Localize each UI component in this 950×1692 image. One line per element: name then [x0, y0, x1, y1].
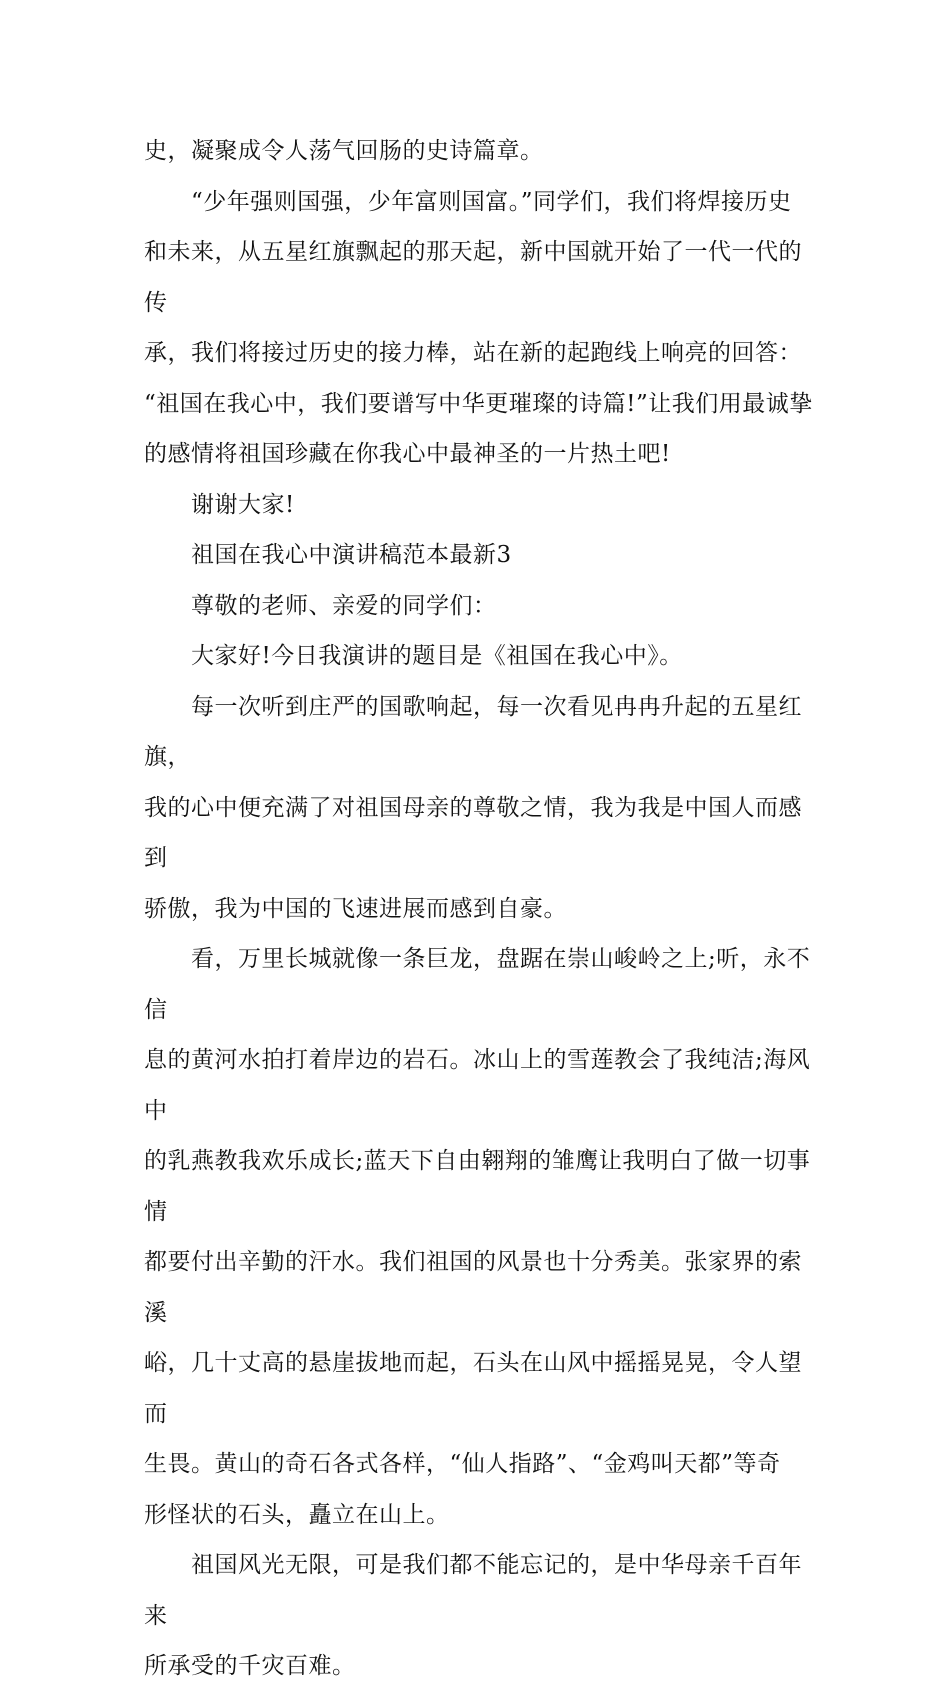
paragraph-salutation: 尊敬的老师、亲爱的同学们： — [144, 592, 497, 619]
paragraph-greeting: 大家好!今日我演讲的题目是《祖国在我心中》。 — [144, 643, 683, 669]
paragraph-thanks: 谢谢大家! — [144, 491, 295, 518]
paragraph-continuation: 史，凝聚成令人荡气回肠的史诗篇章。 — [144, 138, 544, 164]
paragraph-youth-quote: “少年强则国强，少年富则国富。”同学们，我们将焊接历史 和未来，从五星红旗飘起的那天起，新中国就开始了一代一代的传 承，我们将接过历史的接力棒，站在新的起跑线上响亮的回答： “祖国在我心中，我们要谱写中华更璀璨的诗篇!”让我们用最诚挚 的感情将祖国珍藏在你我心中最神圣的一片热土吧! — [144, 188, 813, 467]
paragraph-hardships: 祖国风光无限，可是我们都不能忘记的，是中华母亲千百年来 所承受的千灾百难。 — [144, 1552, 802, 1679]
document-body — [144, 126, 820, 1692]
paragraph-scenery: 看，万里长城就像一条巨龙，盘踞在崇山峻岭之上;听，永不信 息的黄河水拍打着岸边的岩石。冰山上的雪莲教会了我纯洁;海风中 的乳燕教我欢乐成长;蓝天下自由翱翔的雏鹰让我明白了做一切事情 都要付出辛勤的汗水。我们祖国的风景也十分秀美。张家界的索溪 峪，几十丈高的悬崖拔地而起，石头在山风中摇摇晃晃，令人望而 生畏。黄山的奇石各式各样，“仙人指路”、“金鸡叫天都”等奇 形怪状的石头，矗立在山上。 — [144, 946, 811, 1528]
paragraph-anthem: 每一次听到庄严的国歌响起，每一次看见冉冉升起的五星红旗， 我的心中便充满了对祖国母亲的尊敬之情，我为我是中国人而感到 骄傲，我为中国的飞速进展而感到自豪。 — [144, 693, 802, 922]
section-title: 祖国在我心中演讲稿范本最新3 — [144, 542, 512, 568]
